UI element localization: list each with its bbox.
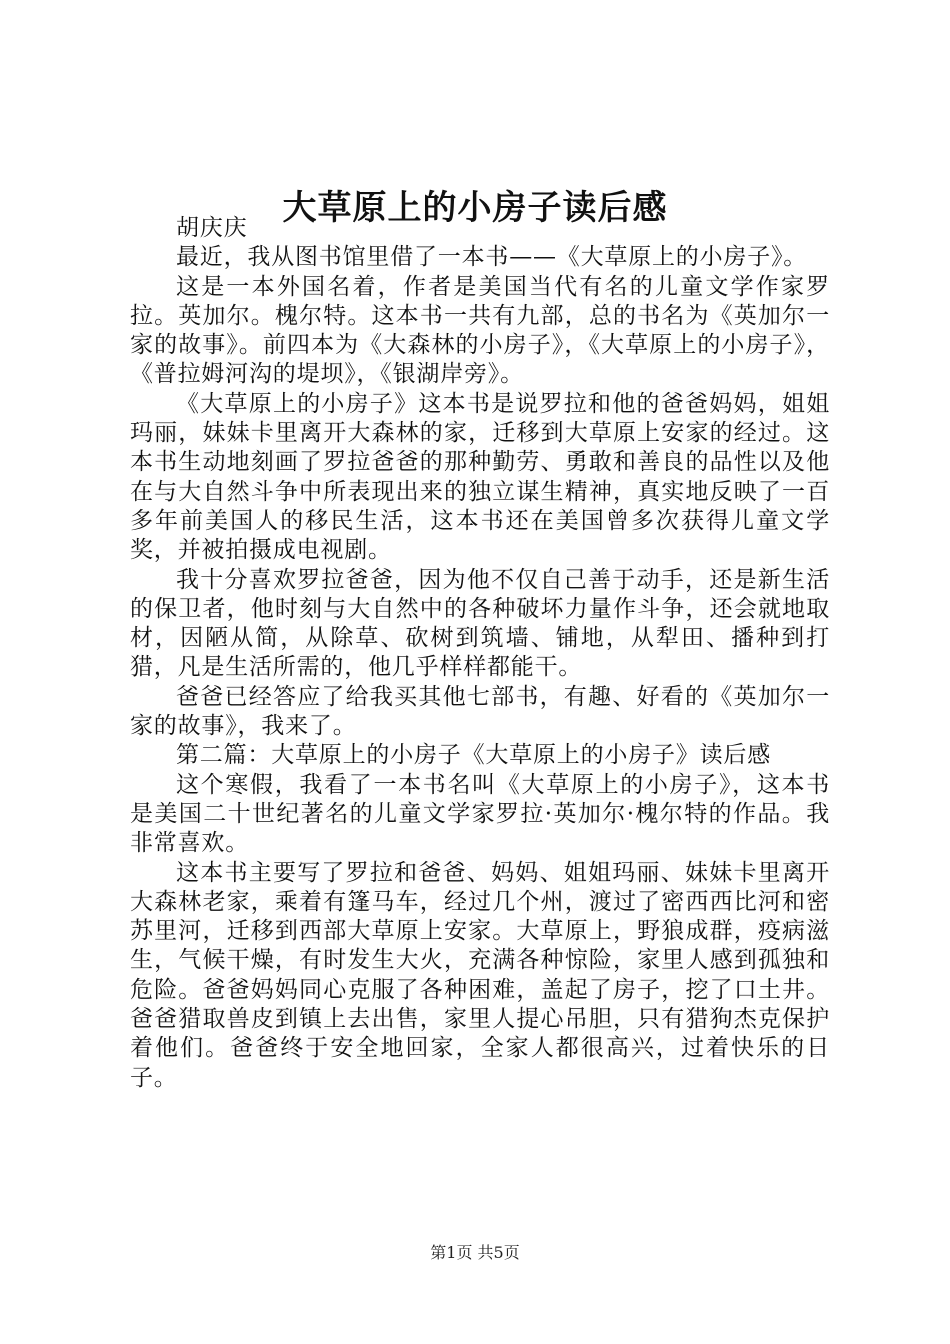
paragraph: 我十分喜欢罗拉爸爸，因为他不仅自己善于动手，还是新生活的保卫者，他时刻与大自然中的各种破坏力量作斗争，还会就地取材，因陋从简，从除草、砍树到筑墙、铺地，从犁田、播种到打猎，凡是生活所需的，他几乎样样都能干。 [130, 566, 830, 681]
paragraph: 这本书主要写了罗拉和爸爸、妈妈、姐姐玛丽、妹妹卡里离开大森林老家，乘着有篷马车，经过几个州，渡过了密西西比河和密苏里河，迁移到西部大草原上安家。大草原上，野狼成群，疫病滋生，气候干燥，有时发生大火，充满各种惊险，家里人感到孤独和危险。爸爸妈妈同心克服了各种困难，盖起了房子，挖了口土井。爸爸猎取兽皮到镇上去出售，家里人提心吊胆，只有猎狗杰克保护着他们。爸爸终于安全地回家，全家人都很高兴，过着快乐的日子。 [130, 859, 830, 1091]
paragraph: 爸爸已经答应了给我买其他七部书，有趣、好看的《英加尔一家的故事》，我来了。 [130, 683, 830, 740]
paragraph: 这个寒假，我看了一本书名叫《大草原上的小房子》，这本书是美国二十世纪著名的儿童文学家罗拉·英加尔·槐尔特的作品。我非常喜欢。 [130, 771, 830, 857]
paragraph: 这是一本外国名着，作者是美国当代有名的儿童文学作家罗拉。英加尔。槐尔特。这本书一共有九部，总的书名为《英加尔一家的故事》。前四本为《大森林的小房子》，《大草原上的小房子》，《普拉姆河沟的堤坝》，《银湖岸旁》。 [130, 273, 830, 388]
author-name: 胡庆庆 [176, 215, 248, 241]
page-number-footer: 第1页 共5页 [430, 1243, 520, 1262]
document-title: 大草原上的小房子读后感 [282, 188, 668, 228]
document-body [130, 210, 830, 1093]
paragraph: 最近，我从图书馆里借了一本书——《大草原上的小房子》。 [176, 244, 808, 271]
section-heading: 第二篇：大草原上的小房子《大草原上的小房子》读后感 [176, 742, 771, 769]
paragraph: 《大草原上的小房子》这本书是说罗拉和他的爸爸妈妈，姐姐玛丽，妹妹卡里离开大森林的家，迁移到大草原上安家的经过。这本书生动地刻画了罗拉爸爸的那种勤劳、勇敢和善良的品性以及他在与大自然斗争中所表现出来的独立谋生精神，真实地反映了一百多年前美国人的移民生活，这本书还在美国曾多次获得儿童文学奖，并被拍摄成电视剧。 [130, 390, 830, 564]
